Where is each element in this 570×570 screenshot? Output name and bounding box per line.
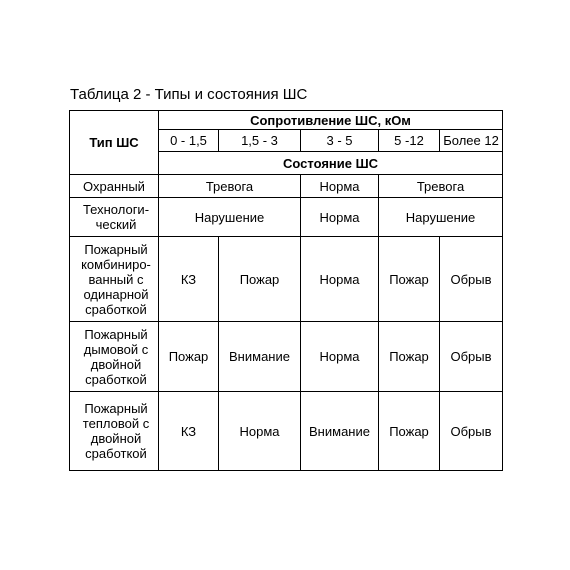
range-cell: Более 12 [440, 130, 503, 152]
state-cell: Тревога [159, 175, 301, 198]
state-cell: Норма [301, 322, 379, 392]
state-cell: Тревога [379, 175, 503, 198]
state-cell: Обрыв [440, 392, 503, 471]
state-cell: Обрыв [440, 237, 503, 322]
state-cell: Внимание [301, 392, 379, 471]
state-cell: Пожар [379, 237, 440, 322]
state-cell: Норма [219, 392, 301, 471]
state-cell: Норма [301, 237, 379, 322]
row-type-cell: Пожарный дымовой с двойной сработкой [70, 322, 159, 392]
row-type-cell: Пожарный комбиниро- ванный с одинарной сработкой [70, 237, 159, 322]
row-type-cell: Пожарный тепловой с двойной сработкой [70, 392, 159, 471]
state-cell: Норма [301, 175, 379, 198]
range-cell: 5 -12 [379, 130, 440, 152]
state-cell: Пожар [219, 237, 301, 322]
state-cell: Обрыв [440, 322, 503, 392]
range-cell: 3 - 5 [301, 130, 379, 152]
resistance-header-cell: Сопротивление ШС, кОм [159, 111, 503, 130]
state-cell: Пожар [379, 392, 440, 471]
table-row [70, 237, 503, 322]
state-cell: КЗ [159, 392, 219, 471]
row-type-cell: Охранный [70, 175, 159, 198]
table-caption: Таблица 2 - Типы и состояния ШС [70, 86, 308, 103]
table-row [70, 175, 503, 198]
state-cell: Пожар [159, 322, 219, 392]
state-cell: Норма [301, 198, 379, 237]
state-cell: КЗ [159, 237, 219, 322]
state-cell: Внимание [219, 322, 301, 392]
state-cell: Нарушение [159, 198, 301, 237]
type-header-cell: Тип ШС [70, 111, 159, 175]
row-type-cell: Технологи- ческий [70, 198, 159, 237]
table-row [70, 322, 503, 392]
table-row [70, 198, 503, 237]
table-row [70, 392, 503, 471]
range-cell: 1,5 - 3 [219, 130, 301, 152]
header-row-resistance [70, 111, 503, 130]
state-header-cell: Состояние ШС [159, 152, 503, 175]
range-cell: 0 - 1,5 [159, 130, 219, 152]
state-cell: Нарушение [379, 198, 503, 237]
state-cell: Пожар [379, 322, 440, 392]
shs-types-table [69, 110, 503, 471]
